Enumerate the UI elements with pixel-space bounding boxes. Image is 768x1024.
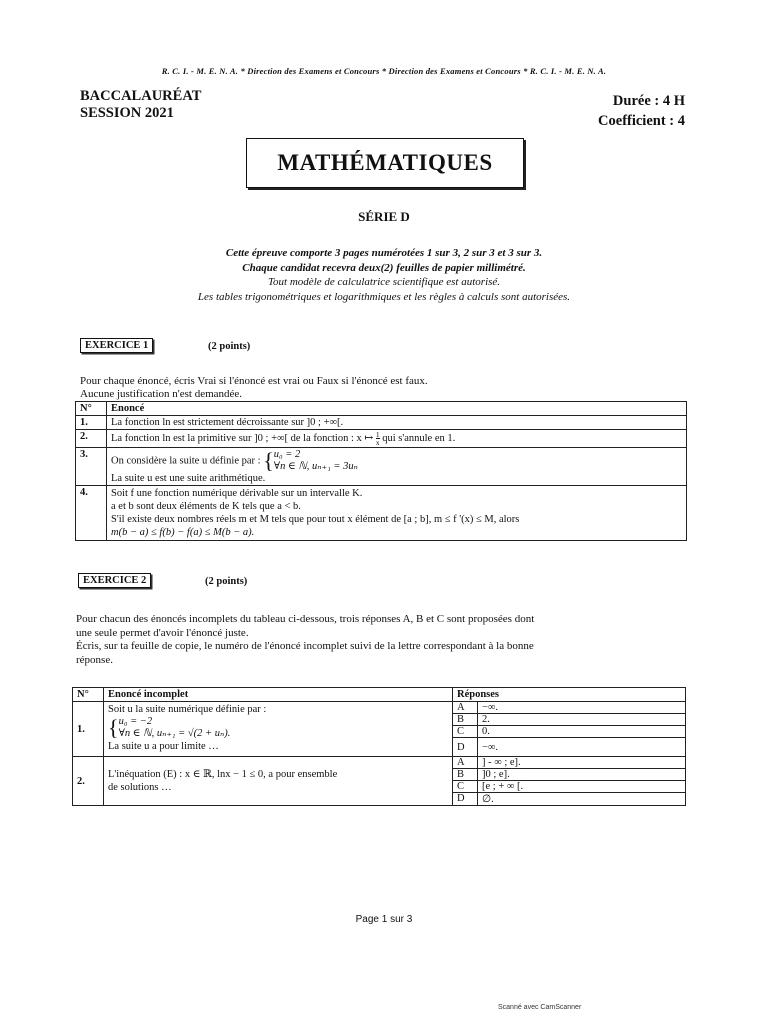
answer-value: −∞.	[478, 738, 686, 757]
brace-symbol: {	[108, 715, 119, 740]
answer-value: [e ; + ∞ [.	[478, 781, 686, 793]
col-statement-header: Enoncé incomplet	[104, 688, 453, 702]
system-line: ∀n ∈ ℕ, uₙ₊₁ = √(2 + uₙ).	[118, 728, 231, 739]
table-row	[73, 702, 686, 714]
exam-info	[80, 88, 201, 122]
exercise-2-points: (2 points)	[205, 576, 248, 587]
statement-cell: La fonction ln est strictement décroissante sur ]0 ; +∞[.	[107, 416, 687, 430]
statement-line: a et b sont deux éléments de K tels que a < b.	[111, 501, 301, 512]
brace-symbol: {	[263, 448, 274, 473]
table-header-row	[73, 688, 686, 702]
statement-line: S'il existe deux nombres réels m et M tels que pour tout x élément de [a ; b], m ≤ f '(x) ≤ M, alors	[111, 514, 520, 525]
instruction-line: Pour chacun des énoncés incomplets du tableau ci-dessous, trois réponses A, B et C sont proposées dont	[76, 613, 535, 625]
row-number: 2.	[73, 757, 104, 806]
answer-letter: C	[453, 781, 478, 793]
exam-name: BACCALAURÉAT	[80, 88, 202, 104]
exam-duration: Durée : 4 H	[612, 93, 685, 109]
exercise-2-instruction	[76, 613, 534, 667]
header-ministry-line: R. C. I. - M. E. N. A. * Direction des Examens et Concours * Direction des Examens et Concours * R. C. I. - M. E. N. A.	[161, 66, 607, 76]
exercise-1-table	[75, 401, 687, 541]
recurrence-system	[274, 449, 358, 473]
instruction-line: réponse.	[76, 653, 113, 666]
col-number-header: N°	[76, 402, 107, 416]
exercise-2-table	[72, 687, 686, 806]
fraction	[376, 431, 380, 446]
exam-session: SESSION 2021	[80, 105, 174, 121]
system-line: u₀ = 2	[273, 449, 301, 460]
statement-text: qui s'annule en 1.	[382, 432, 456, 444]
answer-letter: A	[453, 757, 478, 769]
statement-line: de solutions …	[108, 782, 172, 793]
row-number: 3.	[76, 448, 107, 486]
scanner-watermark: Scanné avec CamScanner	[498, 1004, 582, 1011]
statement-cell	[107, 448, 687, 486]
exercise-2-label: EXERCICE 2	[78, 573, 151, 588]
fraction-numerator: 1	[375, 430, 380, 439]
exam-coefficient: Coefficient : 4	[598, 113, 685, 129]
statement-text: On considère la suite u définie par :	[111, 455, 261, 467]
recurrence-system	[119, 716, 231, 740]
answer-value: ]0 ; e].	[478, 769, 686, 781]
system-line: ∀n ∈ ℕ, uₙ₊₁ = 3uₙ	[273, 461, 358, 472]
statement-cell	[104, 702, 453, 757]
answer-value: 2.	[478, 714, 686, 726]
instruction-line: Aucune justification n'est demandée.	[80, 388, 243, 400]
answer-value: −∞.	[478, 702, 686, 714]
statement-line: L'inéquation (E) : x ∈ ℝ, lnx − 1 ≤ 0, a pour ensemble	[108, 769, 338, 780]
instruction-paper: Chaque candidat recevra deux(2) feuilles de papier millimétré.	[242, 261, 526, 274]
answer-letter: A	[453, 702, 478, 714]
row-number: 1.	[73, 702, 104, 757]
exam-instructions	[0, 246, 768, 304]
answer-letter: D	[453, 793, 478, 806]
instruction-calculator: Tout modèle de calculatrice scientifique est autorisé.	[267, 276, 501, 288]
instruction-line: Écris, sur ta feuille de copie, le numéro de l'énoncé incomplet suivi de la lettre correspondant à la bonne	[76, 640, 534, 652]
exam-meta	[598, 91, 685, 131]
row-number: 4.	[76, 486, 107, 541]
instruction-pages: Cette épreuve comporte 3 pages numérotées 1 sur 3, 2 sur 3 et 3 sur 3.	[225, 247, 543, 259]
col-number-header: N°	[73, 688, 104, 702]
answer-letter: C	[453, 726, 478, 738]
subject-title: MATHÉMATIQUES	[246, 138, 524, 188]
statement-cell	[107, 430, 687, 448]
statement-cell	[104, 757, 453, 806]
row-number: 1.	[76, 416, 107, 430]
row-number: 2.	[76, 430, 107, 448]
statement-line: La suite u a pour limite …	[108, 741, 219, 752]
answer-value: ] - ∞ ; e].	[478, 757, 686, 769]
exercise-1-instruction	[80, 375, 428, 401]
table-row	[76, 430, 687, 448]
table-row	[76, 486, 687, 541]
exercise-1-label: EXERCICE 1	[80, 338, 153, 353]
statement-text: La fonction ln est la primitive sur ]0 ; +∞[ de la fonction : x ↦	[111, 432, 374, 444]
answer-letter: B	[453, 769, 478, 781]
answer-value: ∅.	[478, 793, 686, 806]
statement-line: Soit f une fonction numérique dérivable sur un intervalle K.	[111, 488, 363, 499]
page-number: Page 1 sur 3	[355, 914, 413, 925]
series-label: SÉRIE D	[358, 209, 410, 224]
instruction-line: Pour chaque énoncé, écris Vrai si l'énoncé est vrai ou Faux si l'énoncé est faux.	[80, 375, 428, 387]
col-answers-header: Réponses	[453, 688, 686, 702]
exercise-1-points: (2 points)	[208, 341, 251, 352]
statement-line: m(b − a) ≤ f(b) − f(a) ≤ M(b − a).	[111, 527, 255, 538]
table-header-row	[76, 402, 687, 416]
fraction-denominator: x	[375, 438, 380, 447]
answer-letter: D	[453, 738, 478, 757]
statement-cell	[107, 486, 687, 541]
col-statement-header: Enoncé	[107, 402, 687, 416]
table-row	[73, 757, 686, 769]
answer-value: 0.	[478, 726, 686, 738]
answer-letter: B	[453, 714, 478, 726]
table-row	[76, 416, 687, 430]
instruction-line: une seule permet d'avoir l'énoncé juste.	[76, 626, 249, 639]
system-line: u₀ = −2	[118, 716, 153, 727]
table-row	[76, 448, 687, 486]
statement-text: La suite u est une suite arithmétique.	[111, 473, 266, 484]
statement-line: Soit u la suite numérique définie par :	[108, 704, 267, 715]
instruction-tables: Les tables trigonométriques et logarithmiques et les règles à calculs sont autorisées.	[197, 290, 571, 303]
